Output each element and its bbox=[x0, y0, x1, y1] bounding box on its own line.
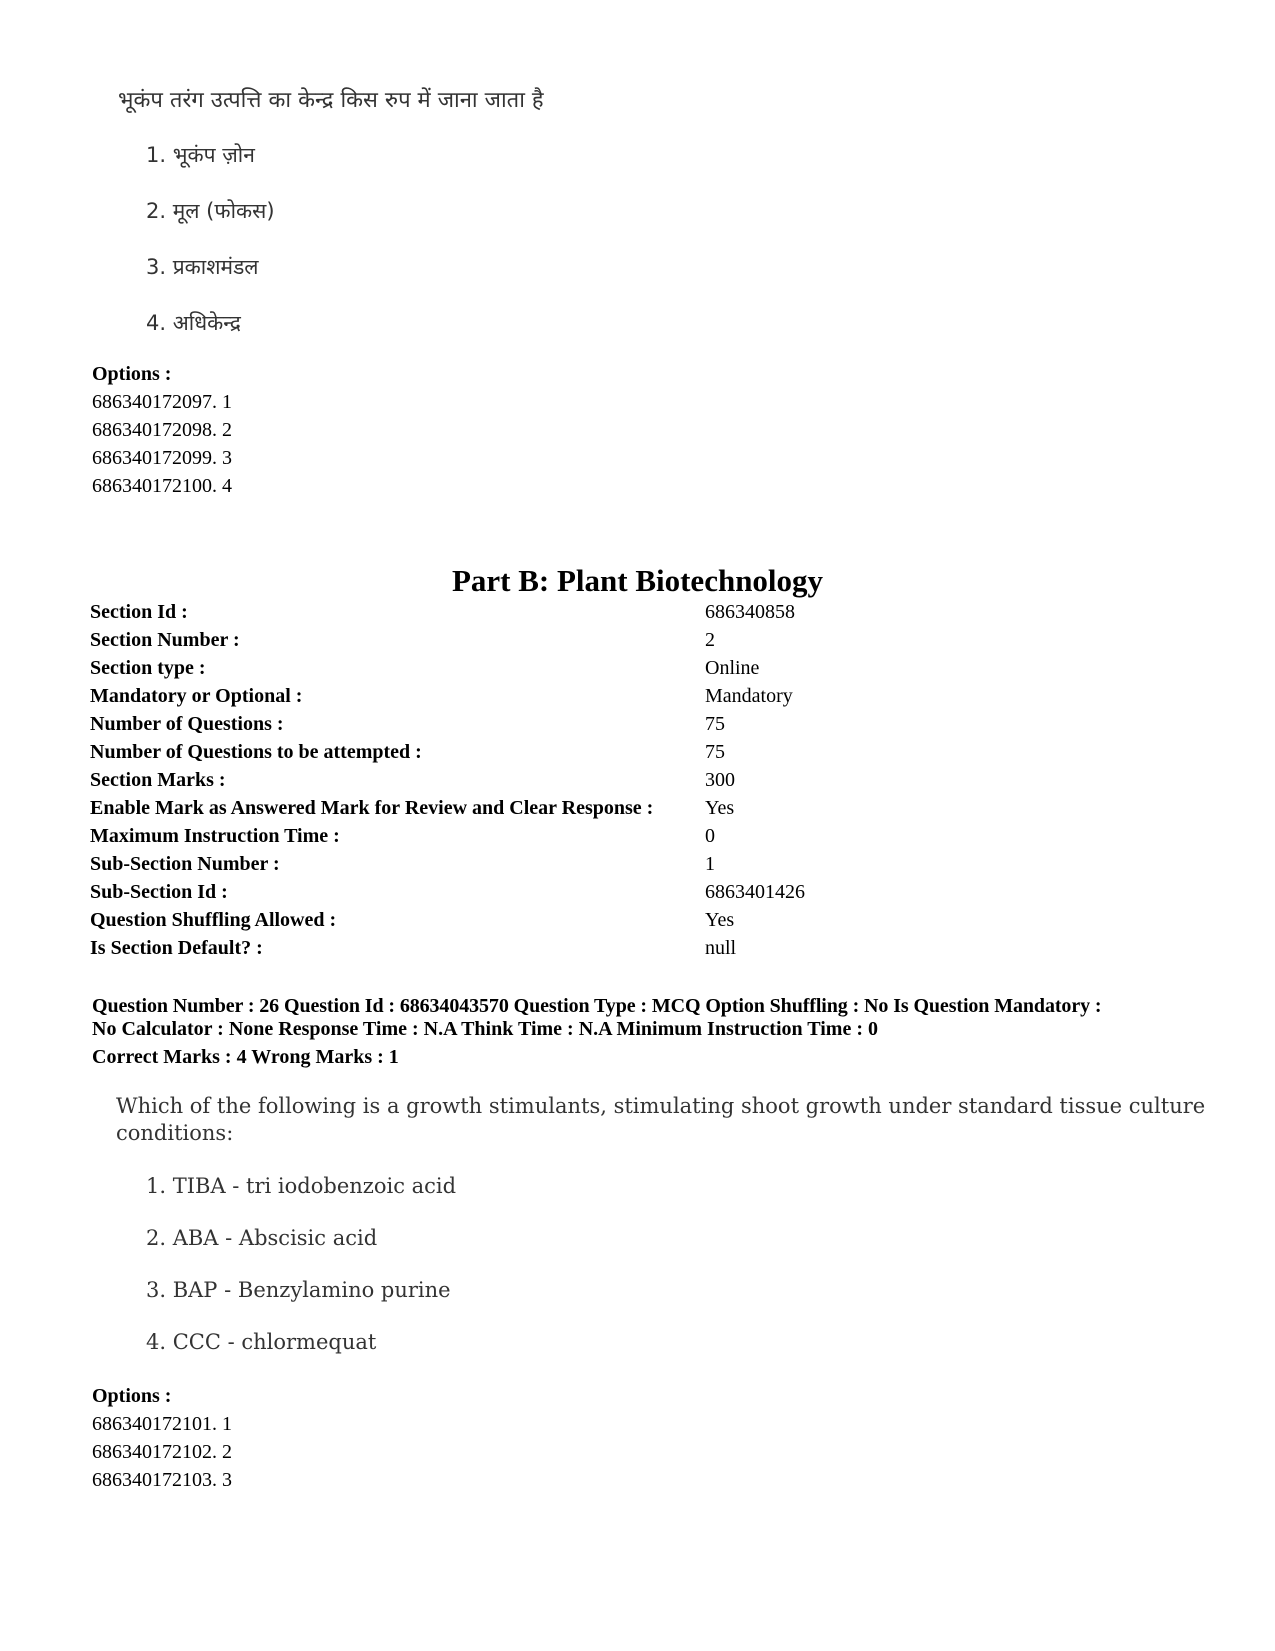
question-meta-line: No Calculator : None Response Time : N.A Think Time : N.A Minimum Instruction Time : 0 bbox=[92, 1018, 878, 1040]
section-row-label: Section Marks : bbox=[90, 769, 226, 791]
section-row-label: Section Number : bbox=[90, 629, 240, 651]
question-text: भूकंप तरंग उत्पत्ति का केन्द्र किस रुप में जाना जाता है bbox=[118, 88, 544, 113]
section-row-value: 1 bbox=[705, 853, 715, 875]
question-choice: 1. भूकंप ज़ोन bbox=[146, 143, 255, 167]
question-text: Which of the following is a growth stimulants, stimulating shoot growth under standard tissue culture bbox=[116, 1094, 1206, 1118]
section-row-label: Mandatory or Optional : bbox=[90, 685, 303, 707]
question-meta-line: Question Number : 26 Question Id : 68634043570 Question Type : MCQ Option Shuffling : No Is Question Mandatory : bbox=[92, 995, 1102, 1017]
section-row bbox=[90, 685, 1190, 713]
options-label: Options : bbox=[92, 1385, 172, 1407]
section-row bbox=[90, 769, 1190, 797]
option-item: 686340172103. 3 bbox=[92, 1469, 232, 1491]
section-row-value: Yes bbox=[705, 797, 735, 819]
section-row bbox=[90, 797, 1190, 825]
question-choice: 3. BAP - Benzylamino purine bbox=[146, 1278, 451, 1302]
question-text: conditions: bbox=[116, 1121, 234, 1145]
section-row-label: Sub-Section Id : bbox=[90, 881, 228, 903]
section-row-value: Yes bbox=[705, 909, 735, 931]
options-label: Options : bbox=[92, 363, 172, 385]
section-row-value: Mandatory bbox=[705, 685, 793, 707]
section-row bbox=[90, 601, 1190, 629]
section-row-label: Sub-Section Number : bbox=[90, 853, 280, 875]
option-item: 686340172101. 1 bbox=[92, 1413, 232, 1435]
section-row bbox=[90, 657, 1190, 685]
section-row-label: Section type : bbox=[90, 657, 206, 679]
section-row-label: Enable Mark as Answered Mark for Review and Clear Response : bbox=[90, 797, 654, 819]
section-row bbox=[90, 853, 1190, 881]
section-row bbox=[90, 909, 1190, 937]
section-row bbox=[90, 629, 1190, 657]
section-row-value: 686340858 bbox=[705, 601, 795, 623]
option-item: 686340172097. 1 bbox=[92, 391, 232, 413]
section-row-value: null bbox=[705, 937, 737, 959]
section-row-value: 75 bbox=[705, 741, 725, 763]
section-row bbox=[90, 825, 1190, 853]
question-choice: 1. TIBA - tri iodobenzoic acid bbox=[146, 1174, 457, 1198]
section-row-value: 2 bbox=[705, 629, 715, 651]
section-row-label: Number of Questions to be attempted : bbox=[90, 741, 422, 763]
section-title: Part B: Plant Biotechnology bbox=[451, 563, 824, 598]
section-row-label: Section Id : bbox=[90, 601, 188, 623]
section-row-value: 75 bbox=[705, 713, 725, 735]
section-row-label: Maximum Instruction Time : bbox=[90, 825, 340, 847]
section-row bbox=[90, 713, 1190, 741]
section-row bbox=[90, 881, 1190, 909]
section-row bbox=[90, 937, 1190, 965]
section-row-label: Question Shuffling Allowed : bbox=[90, 909, 337, 931]
question-marks: Correct Marks : 4 Wrong Marks : 1 bbox=[92, 1046, 399, 1068]
question-choice: 2. मूल (फोकस) bbox=[146, 199, 275, 223]
section-row-value: Online bbox=[705, 657, 760, 679]
question-choice: 2. ABA - Abscisic acid bbox=[146, 1226, 378, 1250]
option-item: 686340172102. 2 bbox=[92, 1441, 232, 1463]
option-item: 686340172098. 2 bbox=[92, 419, 232, 441]
question-choice: 4. अधिकेन्द्र bbox=[146, 311, 241, 335]
section-row-label: Is Section Default? : bbox=[90, 937, 263, 959]
section-row-value: 6863401426 bbox=[705, 881, 805, 903]
section-row-value: 0 bbox=[705, 825, 715, 847]
question-choice: 3. प्रकाशमंडल bbox=[146, 255, 259, 279]
section-row-value: 300 bbox=[705, 769, 735, 791]
option-item: 686340172100. 4 bbox=[92, 475, 232, 497]
section-row bbox=[90, 741, 1190, 769]
question-choice: 4. CCC - chlormequat bbox=[146, 1330, 377, 1354]
option-item: 686340172099. 3 bbox=[92, 447, 232, 469]
section-row-label: Number of Questions : bbox=[90, 713, 284, 735]
